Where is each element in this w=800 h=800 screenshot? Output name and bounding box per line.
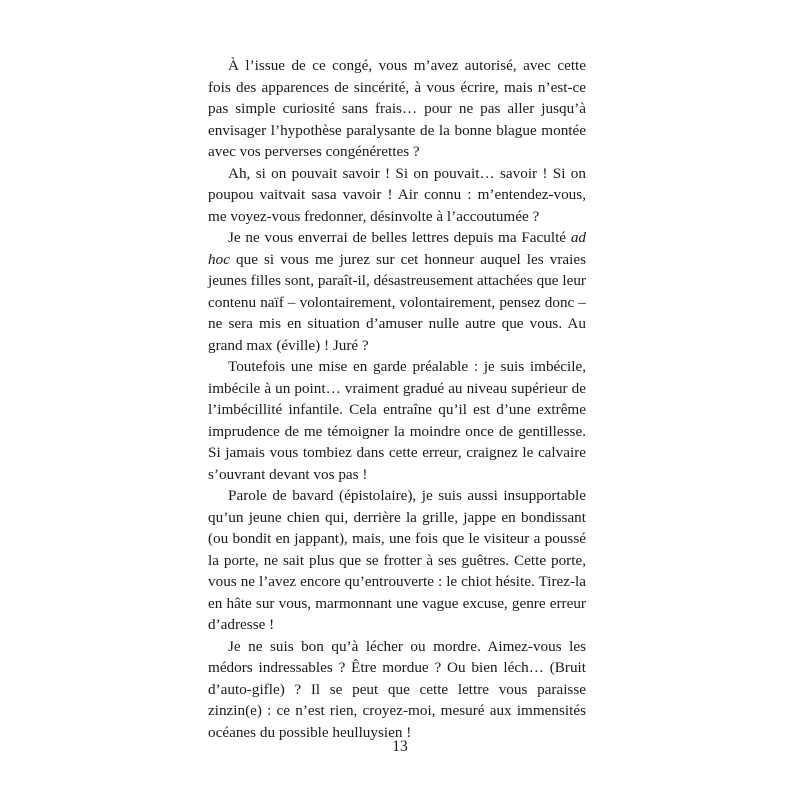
page-number: 13 xyxy=(392,738,408,755)
paragraph-6: Je ne suis bon qu’à lécher ou mordre. Aimez-vous les médors indressables ? Être mordue ? Ou bien léch… (Bruit d’auto-gifle) ? Il se peut que cette lettre vous paraisse zinzin(e) : ce n’est rien, croyez-moi, mesuré aux immensités océanes du possible heulluysien ! xyxy=(208,637,586,741)
paragraph-5: Parole de bavard (épistolaire), je suis aussi insupportable qu’un jeune chien qui, derrière la grille, jappe en bondissant (ou bondit en jappant), mais, une fois que le visiteur a poussé la porte, ne sait plus que se frotter à ses guêtres. Cette porte, vous ne l’avez encore qu’entrouverte : le chiot hésite. Tirez-la en hâte sur vous, marmonnant une vague excuse, genre erreur d’adresse ! xyxy=(208,487,586,633)
paragraph-3 xyxy=(208,227,586,356)
paragraph-3-italic: ad hoc xyxy=(208,229,586,268)
paragraph-3-end: que si vous me jurez sur cet honneur auquel les vraies jeunes filles sont, paraît-il, désastreusement attachées que leur contenu naïf – volontairement, volontairement, pensez donc – ne sera mis en situation d’amuser nulle autre que vous. Au grand max (éville) ! Juré ? xyxy=(208,250,586,354)
body-text xyxy=(208,55,586,743)
paragraph-3-start: Je ne vous enverrai de belles lettres depuis ma Faculté xyxy=(228,229,571,246)
paragraph-1: À l’issue de ce congé, vous m’avez autorisé, avec cette fois des apparences de sincérité, à vous écrire, mais n’est-ce pas simple curiosité sans frais… pour ne pas aller jusqu’à envisager l’hypothèse paralysante de la bonne blague montée avec vos perverses congénérettes ? xyxy=(208,57,586,160)
paragraph-2: Ah, si on pouvait savoir ! Si on pouvait… savoir ! Si on poupou vaitvait sasa vavoir ! Air connu : m’entendez-vous, me voyez-vous fredonner, désinvolte à l’accoutumée ? xyxy=(208,164,586,225)
paragraph-4: Toutefois une mise en garde préalable : je suis imbécile, imbécile à un point… vraiment gradué au niveau supérieur de l’imbécillité infantile. Cela entraîne qu’il est d’une extrême imprudence de me témoigner la moindre once de gentillesse. Si jamais vous tombiez dans cette erreur, craignez le calvaire s’ouvrant devant vos pas ! xyxy=(208,358,586,483)
